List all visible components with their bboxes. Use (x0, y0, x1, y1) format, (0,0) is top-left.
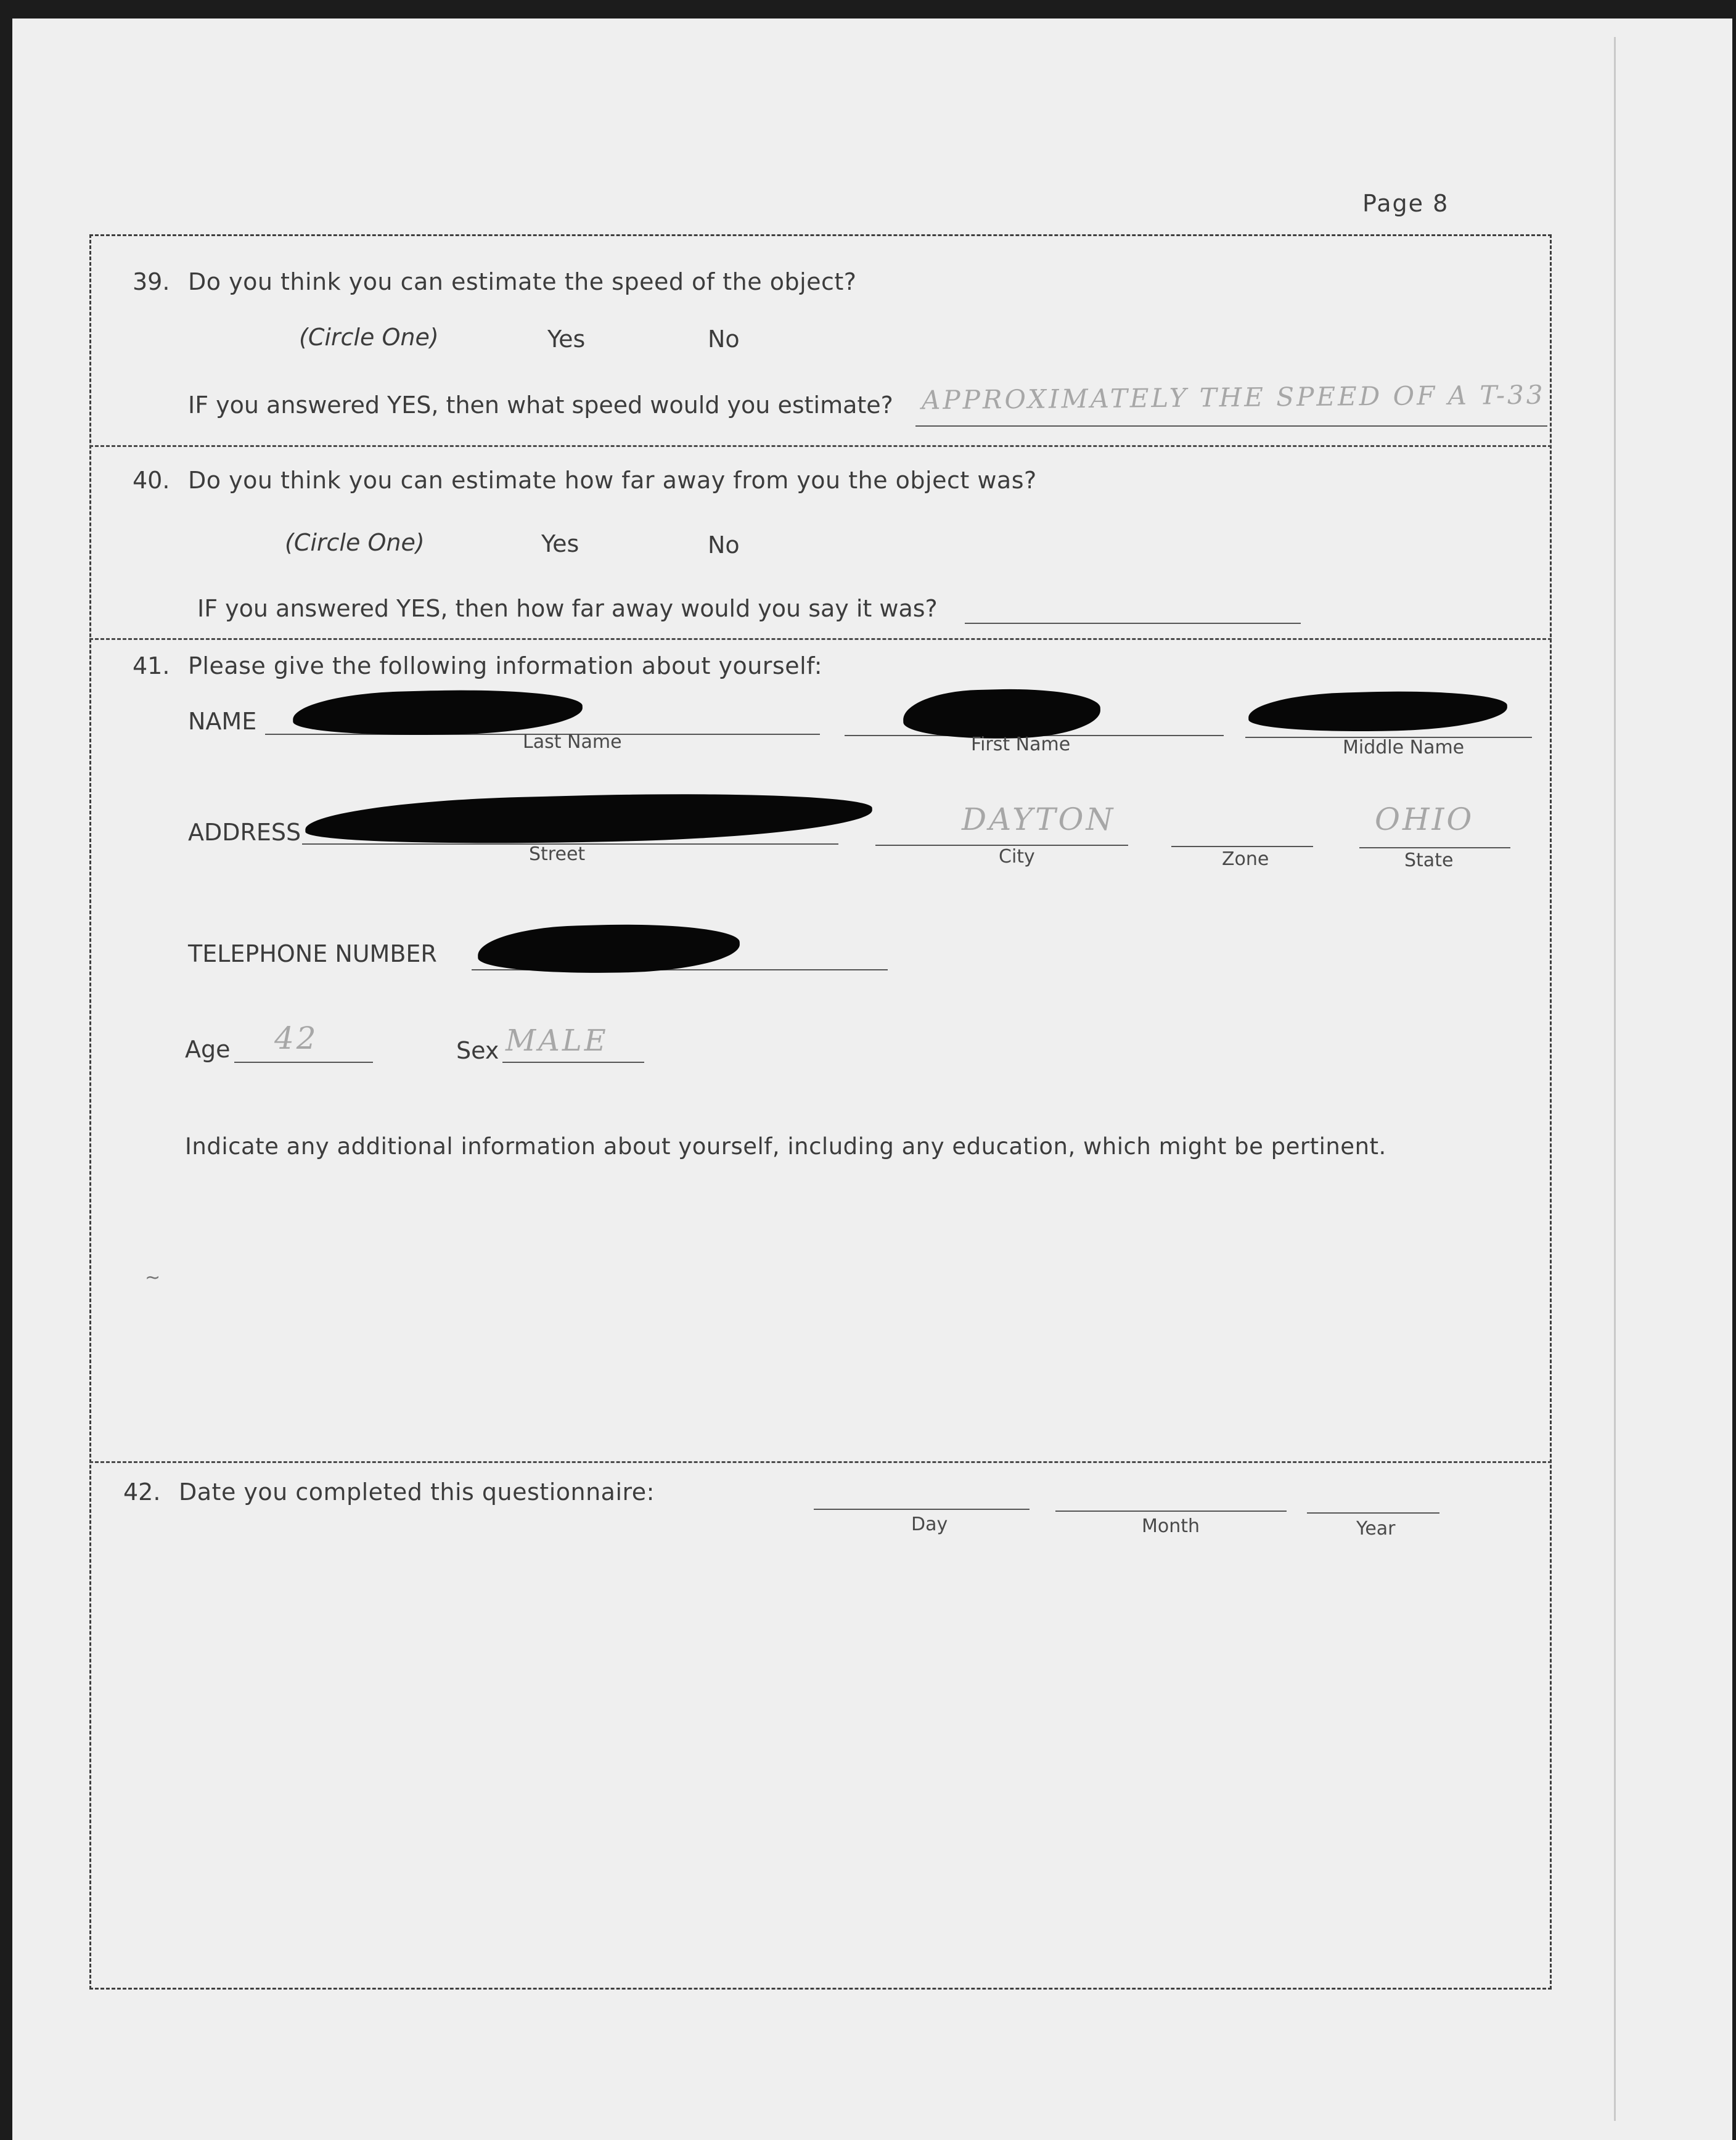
q39-circle-label: (Circle One) (299, 324, 439, 351)
q40-question: Do you think you can estimate how far away from you the object was? (188, 467, 1037, 494)
month-line[interactable] (1055, 1511, 1287, 1512)
zone-line[interactable] (1171, 846, 1313, 847)
telephone-label: TELEPHONE NUMBER (188, 940, 437, 967)
page-number: Page 8 (1362, 190, 1449, 217)
street-label: Street (529, 843, 586, 865)
q40-circle-label: (Circle One) (285, 529, 425, 556)
age-line[interactable] (234, 1062, 373, 1063)
sex-label: Sex (456, 1037, 499, 1064)
scan-speck: ~ (145, 1267, 161, 1289)
sex-line[interactable] (502, 1062, 644, 1063)
divider-41-42 (89, 1461, 1552, 1463)
q42-number: 42. (123, 1478, 161, 1506)
q39-question: Do you think you can estimate the speed of the object? (188, 268, 857, 295)
state-value[interactable]: OHIO (1375, 801, 1475, 837)
year-line[interactable] (1307, 1512, 1439, 1514)
q40-followup: IF you answered YES, then how far away would you say it was? (197, 595, 938, 622)
q41-number: 41. (133, 652, 170, 679)
q42-question: Date you completed this questionnaire: (179, 1478, 655, 1506)
q41-question: Please give the following information about yourself: (188, 652, 822, 679)
q39-followup: IF you answered YES, then what speed would you estimate? (188, 392, 893, 419)
middle-name-label: Middle Name (1343, 737, 1465, 758)
state-label: State (1404, 850, 1454, 871)
q40-answer-line[interactable] (965, 623, 1301, 624)
year-label: Year (1356, 1518, 1396, 1539)
month-label: Month (1142, 1515, 1200, 1537)
q39-number: 39. (133, 268, 170, 295)
address-label: ADDRESS (188, 819, 301, 846)
q39-answer-line (915, 425, 1547, 427)
name-label: NAME (188, 708, 257, 735)
q39-answer[interactable]: APPROXIMATELY THE SPEED OF A T-33 (921, 379, 1546, 416)
q40-yes-option[interactable]: Yes (541, 530, 579, 557)
zone-label: Zone (1222, 848, 1269, 870)
divider-39-40 (89, 445, 1552, 447)
last-name-label: Last Name (523, 731, 622, 753)
q39-yes-option[interactable]: Yes (547, 326, 586, 353)
age-label: Age (185, 1036, 231, 1063)
first-name-label: First Name (971, 734, 1071, 755)
day-label: Day (911, 1514, 948, 1535)
state-line[interactable] (1359, 847, 1510, 848)
sex-value[interactable]: MALE (506, 1023, 608, 1058)
q40-number: 40. (133, 467, 170, 494)
page-edge (1614, 37, 1616, 2121)
age-value[interactable]: 42 (274, 1020, 319, 1056)
additional-info-prompt: Indicate any additional information about yourself, including any education, which might be pertinent. (185, 1133, 1386, 1160)
divider-40-41 (89, 638, 1552, 640)
day-line[interactable] (814, 1509, 1030, 1510)
q40-no-option[interactable]: No (708, 531, 740, 559)
city-value[interactable]: DAYTON (962, 801, 1116, 837)
q39-no-option[interactable]: No (708, 326, 740, 353)
city-label: City (999, 846, 1035, 867)
form-frame (89, 234, 1552, 1990)
